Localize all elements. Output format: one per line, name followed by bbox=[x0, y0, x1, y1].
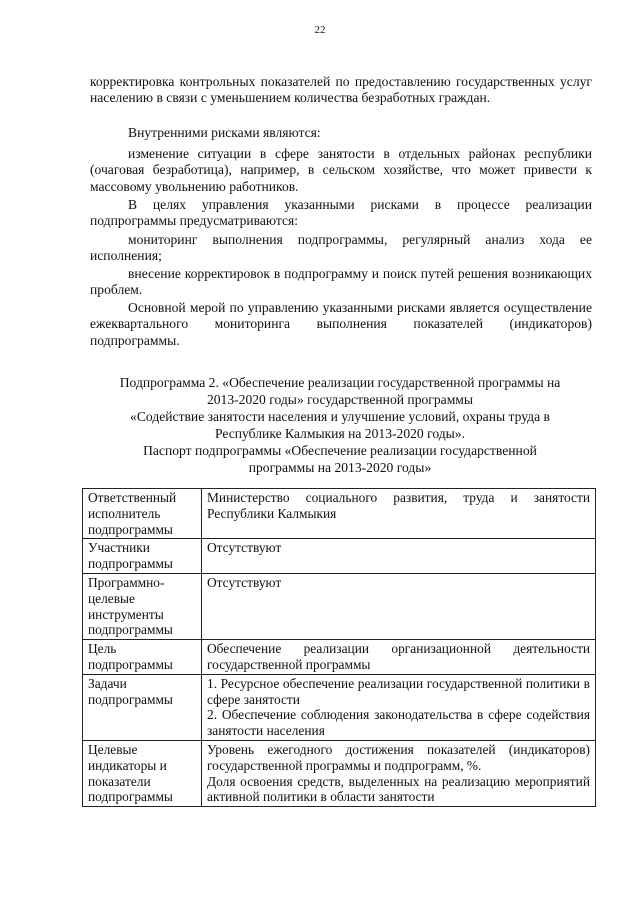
row-label: Программно-целевые инструменты подпрограммы bbox=[83, 573, 202, 639]
table-row bbox=[83, 740, 596, 806]
paragraph-monitoring: мониторинг выполнения подпрограммы, регулярный анализ хода ее исполнения; bbox=[90, 232, 592, 264]
heading-line: 2013-2020 годы» государственной программы bbox=[206, 392, 474, 407]
row-label: Участники подпрограммы bbox=[83, 539, 202, 574]
paragraph-employment-situation: изменение ситуации в сфере занятости в отдельных районах республики (очаговая безработица), например, в сельском хозяйстве, что может привести к массовому увольнению работников. bbox=[90, 146, 592, 194]
table-row bbox=[83, 640, 596, 675]
heading-line: программы на 2013-2020 годы» bbox=[248, 460, 432, 475]
heading-line: «Содействие занятости населения и улучшение условий, охраны труда в bbox=[130, 409, 550, 424]
row-value: 1. Ресурсное обеспечение реализации государственной политики в сфере занятости 2. Обеспечение соблюдения законодательства в сфере содействия занятости населения bbox=[202, 674, 596, 740]
row-label: Цель подпрограммы bbox=[83, 640, 202, 675]
heading-line: Подпрограмма 2. «Обеспечение реализации государственной программы на bbox=[119, 375, 561, 390]
paragraph-corrections: внесение корректировок в подпрограмму и поиск путей решения возникающих проблем. bbox=[90, 266, 592, 298]
table-row bbox=[83, 573, 596, 639]
table-row bbox=[83, 539, 596, 574]
row-label: Задачи подпрограммы bbox=[83, 674, 202, 740]
row-value: Отсутствуют bbox=[202, 539, 596, 574]
page-number: 22 bbox=[314, 24, 326, 36]
paragraph-adjustment: корректировка контрольных показателей по предоставлению государственных услуг населению в связи с уменьшением количества безработных граждан. bbox=[90, 74, 592, 106]
heading-line: Паспорт подпрограммы «Обеспечение реализации государственной bbox=[143, 443, 537, 458]
row-label: Ответственный исполнитель подпрограммы bbox=[83, 489, 202, 539]
row-value: Обеспечение реализации организационной деятельности государственной программы bbox=[202, 640, 596, 675]
row-label: Целевые индикаторы и показатели подпрограммы bbox=[83, 740, 202, 806]
paragraph-main-measure: Основной мерой по управлению указанными рисками является осуществление ежеквартального мониторинга выполнения показателей (индикаторов) подпрограммы. bbox=[90, 300, 592, 348]
heading-line: Республике Калмыкия на 2013-2020 годы». bbox=[215, 426, 465, 441]
paragraph-internal-risks: Внутренними рисками являются: bbox=[128, 125, 321, 140]
table-row bbox=[83, 674, 596, 740]
subprogram-heading bbox=[80, 374, 600, 476]
passport-table bbox=[82, 488, 596, 807]
paragraph-risk-management: В целях управления указанными рисками в процессе реализации подпрограммы предусматриваются: bbox=[90, 197, 592, 229]
row-value: Министерство социального развития, труда и занятости Республики Калмыкия bbox=[202, 489, 596, 539]
table-row bbox=[83, 489, 596, 539]
row-value: Отсутствуют bbox=[202, 573, 596, 639]
row-value: Уровень ежегодного достижения показателей (индикаторов) государственной программы и подпрограмм, %. Доля освоения средств, выделенных на реализацию мероприятий активной политики в области занятости bbox=[202, 740, 596, 806]
